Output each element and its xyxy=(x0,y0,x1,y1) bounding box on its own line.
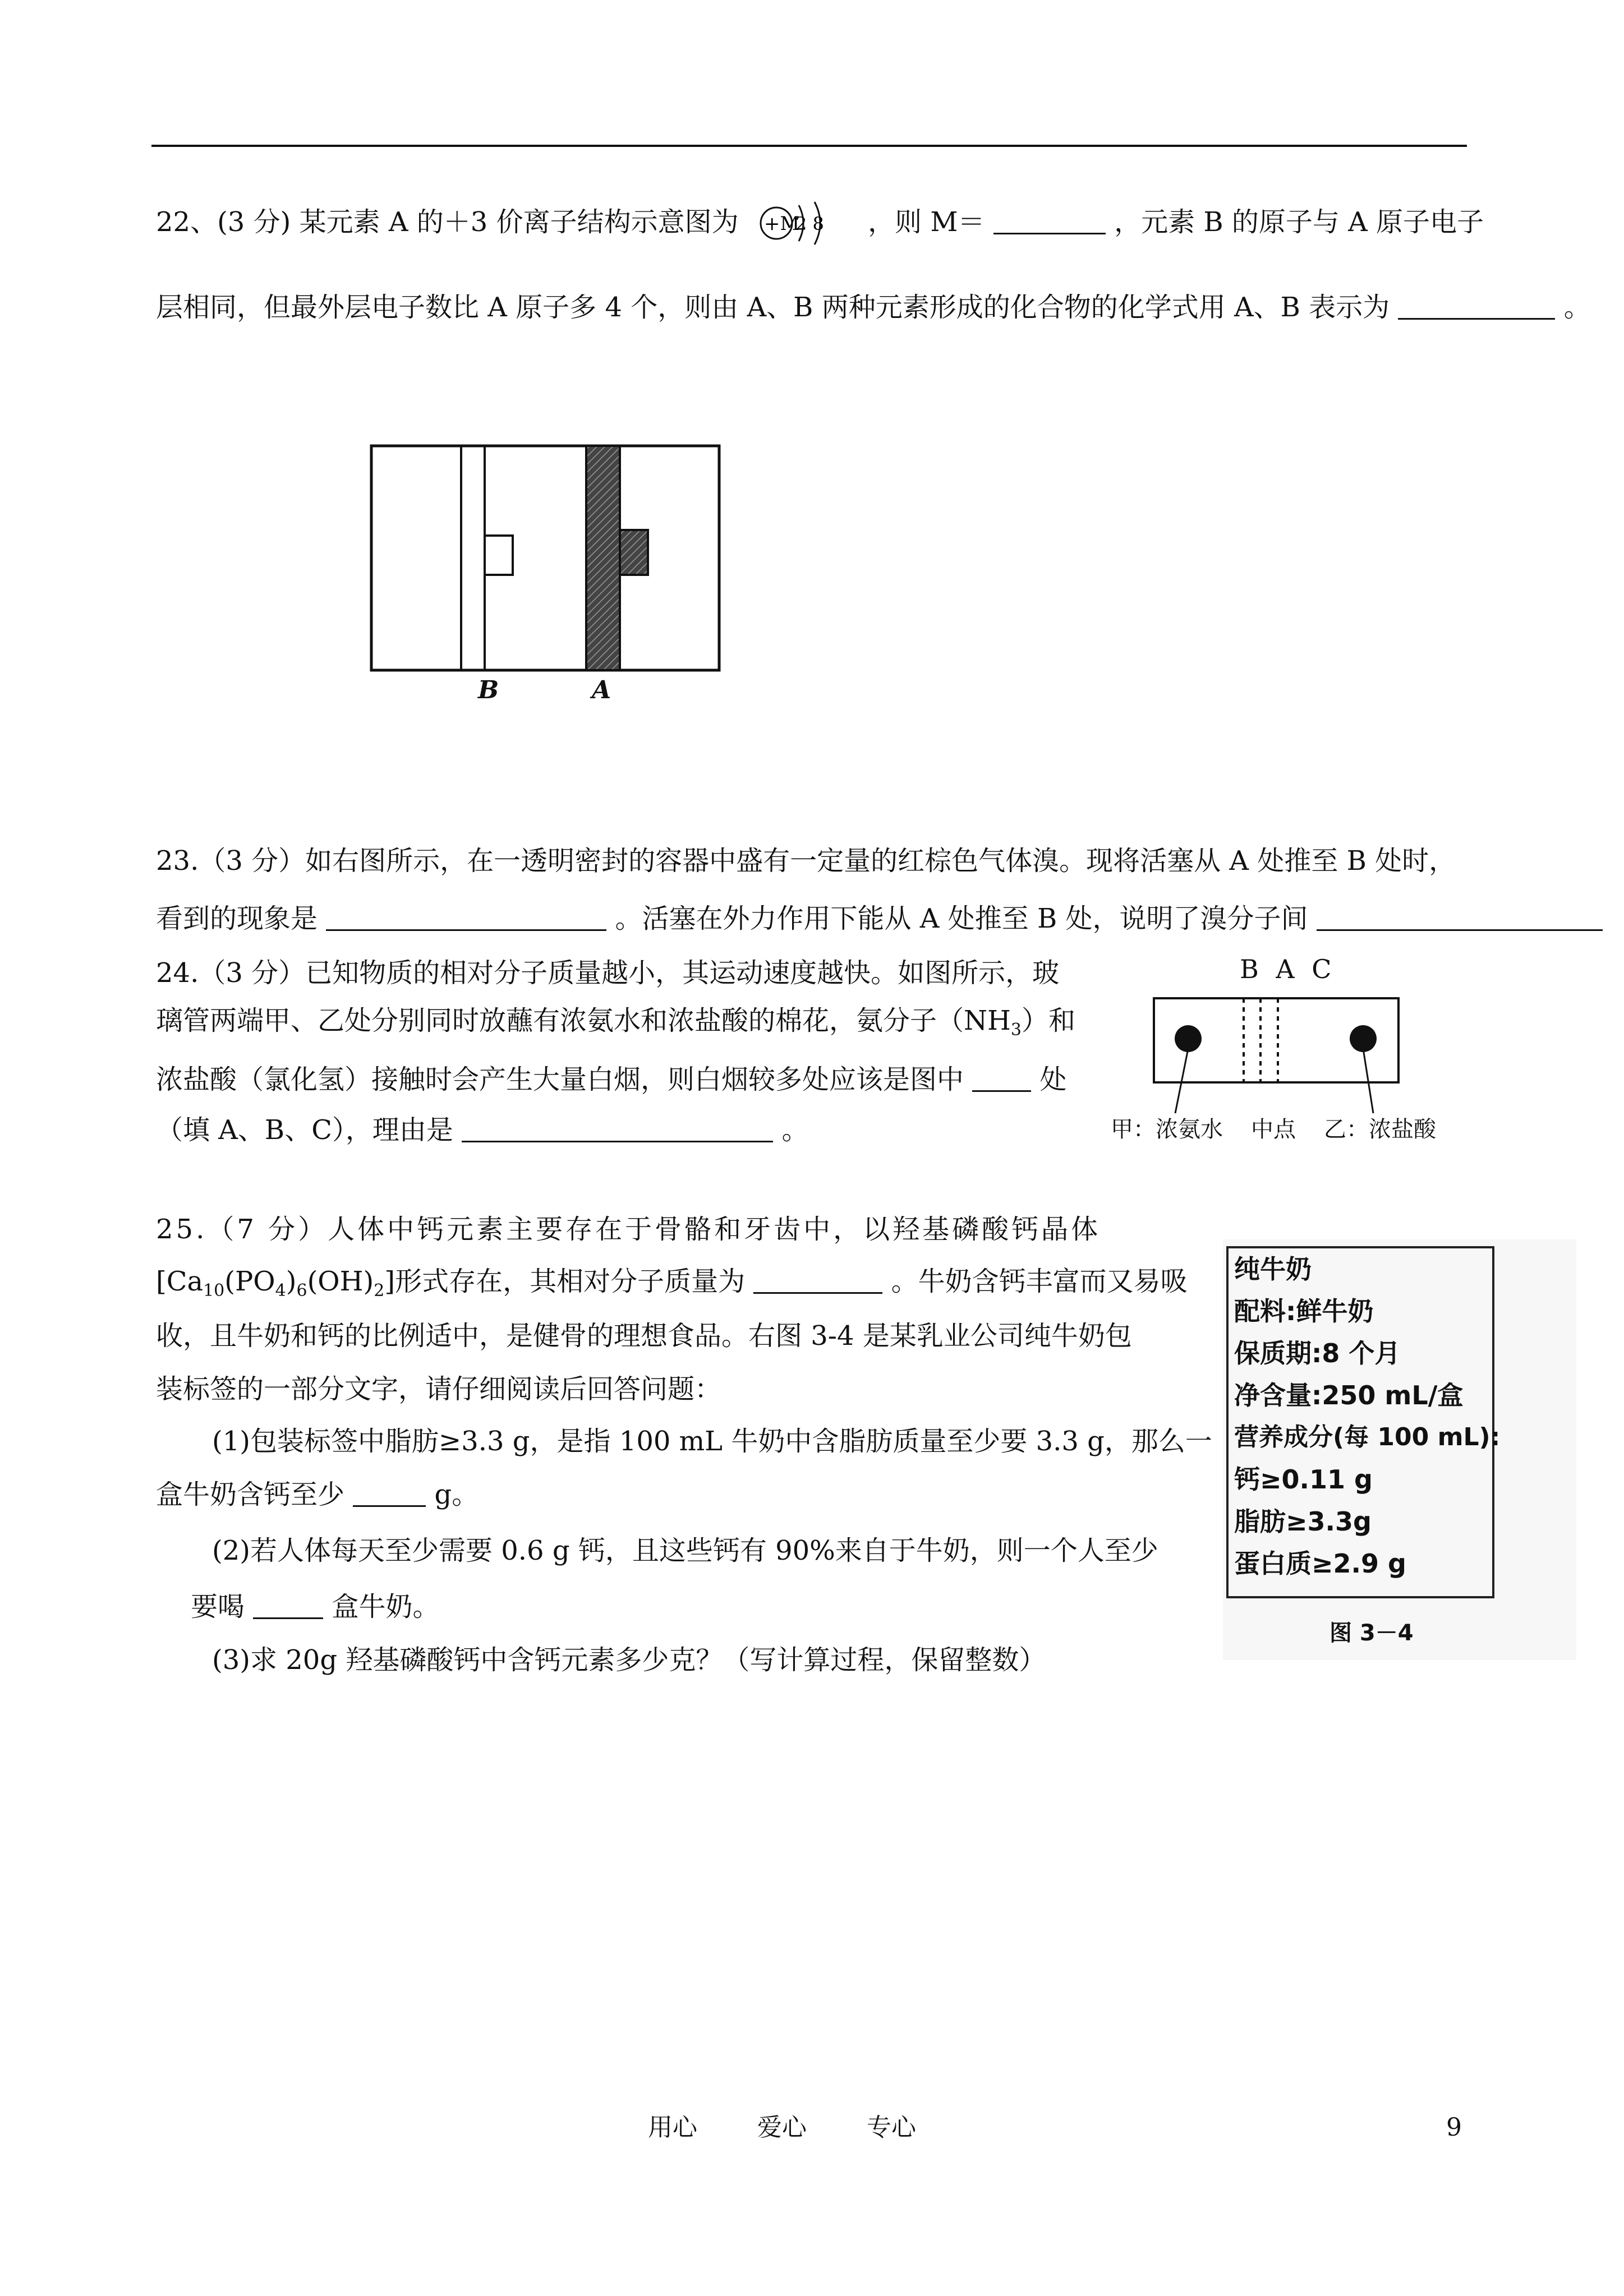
q25-line2-a: 形式存在，其相对分子质量为 xyxy=(395,1266,746,1297)
q23-line2-b: 。活塞在外力作用下能从 A 处推至 B 处，说明了溴分子间 xyxy=(615,903,1308,934)
footer-item-2: 爱心 xyxy=(757,2113,807,2142)
q25-blank-molar-mass[interactable] xyxy=(753,1267,882,1294)
q24-line3-a: 浓盐酸（氯化氢）接触时会产生大量白烟，则白烟较多处应该是图中 xyxy=(156,1064,964,1095)
q22-line1 xyxy=(156,205,1484,241)
q24-line2-a: 璃管两端甲、乙处分别同时放蘸有浓氨水和浓盐酸的棉花，氨分子（NH xyxy=(156,1005,1011,1036)
milk-label-line: 净含量:250 mL/盒 xyxy=(1234,1380,1464,1410)
q25-line1 xyxy=(156,1212,1101,1246)
milk-label-line: 配料:鲜牛奶 xyxy=(1234,1296,1374,1326)
q25-sub3-text: (3)求 20g 羟基磷酸钙中含钙元素多少克？（写计算过程，保留整数） xyxy=(212,1644,1046,1676)
q22-blank-m[interactable] xyxy=(993,208,1106,234)
q25-blank-boxes[interactable] xyxy=(253,1593,323,1619)
q25-line3-text: 收，且牛奶和钙的比例适中，是健骨的理想食品。右图 3-4 是某乳业公司纯牛奶包 xyxy=(156,1320,1132,1352)
q24-line2-sub: 3 xyxy=(1010,1020,1022,1040)
header-rule xyxy=(151,145,1467,147)
tube-mid-label: 中点 xyxy=(1251,1117,1296,1142)
q25-sub2-line1 xyxy=(212,1534,1158,1567)
tube-left-label: 甲：浓氨水 xyxy=(1111,1117,1223,1142)
q22-line2-text: 层相同，但最外层电子数比 A 原子多 4 个，则由 A、B 两种元素形成的化合物的化学式用 A、B 表示为 xyxy=(156,292,1390,323)
q24-line4-a: （填 A、B、C），理由是 xyxy=(156,1114,453,1146)
q25-sub1-line2-b: g。 xyxy=(434,1479,479,1510)
q24-blank-reason[interactable] xyxy=(462,1116,773,1142)
q25-sub2-line1-text: (2)若人体每天至少需要 0.6 g 钙，且这些钙有 90%来自于牛奶，则一个人至少 xyxy=(212,1535,1158,1566)
q25-sub2-line2-a: 要喝 xyxy=(191,1591,245,1622)
container-figure xyxy=(365,440,735,715)
q24-line4 xyxy=(156,1113,808,1147)
milk-label-line: 脂肪≥3.3g xyxy=(1234,1506,1372,1537)
q23-blank-phenomenon[interactable] xyxy=(326,905,606,931)
q25-line4-text: 装标签的一部分文字，请仔细阅读后回答问题： xyxy=(156,1373,722,1405)
q24-line1 xyxy=(156,956,1059,990)
page-number: 9 xyxy=(1446,2113,1462,2142)
q24-line2-b: ）和 xyxy=(1021,1005,1075,1036)
q23-line2 xyxy=(156,902,1603,935)
tube-figure xyxy=(1099,953,1492,1155)
q25-sub2-line2-b: 盒牛奶。 xyxy=(332,1591,440,1622)
ion-shells-label: 2 8 xyxy=(795,213,824,234)
q25-sub1-line2 xyxy=(156,1478,479,1511)
q24-line3 xyxy=(156,1063,1067,1096)
footer-item-3: 专心 xyxy=(867,2113,916,2142)
milk-label-caption: 图 3－4 xyxy=(1329,1620,1414,1646)
q22-blank-formula[interactable] xyxy=(1398,293,1555,320)
container-label-b: B xyxy=(478,676,499,704)
q25-line4 xyxy=(156,1372,721,1406)
q22-text-part1: 22、(3 分) 某元素 A 的＋3 价离子结构示意图为 xyxy=(156,206,739,238)
q22-text-part2: ，则 M＝ xyxy=(868,206,985,238)
q23-line2-a: 看到的现象是 xyxy=(156,903,318,934)
ion-nucleus-label: +M xyxy=(763,212,800,235)
q22-line2-end: 。 xyxy=(1563,292,1591,323)
q23-line1 xyxy=(156,844,1456,878)
milk-label-line: 保质期:8 个月 xyxy=(1234,1338,1401,1368)
q24-line4-b: 。 xyxy=(781,1114,809,1146)
q25-line1-text: 25.（7 分）人体中钙元素主要存在于骨骼和牙齿中，以羟基磷酸钙晶体 xyxy=(156,1214,1101,1245)
q23-blank-reason[interactable] xyxy=(1317,905,1603,931)
q22-text-part3: ，元素 B 的原子与 A 原子电子 xyxy=(1114,206,1484,238)
q25-sub2-line2 xyxy=(191,1590,440,1624)
milk-label-line: 蛋白质≥2.9 g xyxy=(1234,1548,1406,1579)
milk-label-line: 钙≥0.11 g xyxy=(1234,1464,1373,1495)
q25-sub1-line1-text: (1)包装标签中脂肪≥3.3 g，是指 100 mL 牛奶中含脂肪质量至少要 3.3 g，那么一 xyxy=(212,1426,1212,1457)
container-label-a: A xyxy=(592,676,611,704)
q24-blank-position[interactable] xyxy=(972,1066,1031,1092)
q25-sub1-line2-a: 盒牛奶含钙至少 xyxy=(156,1479,345,1510)
ion-structure-diagram xyxy=(747,208,859,241)
footer-item-1: 用心 xyxy=(648,2113,697,2142)
q22-line2 xyxy=(156,291,1591,324)
q23-line1-text: 23.（3 分）如右图所示，在一透明密封的容器中盛有一定量的红棕色气体溴。现将活塞从 A 处推至 B 处时， xyxy=(156,845,1456,877)
q25-blank-calcium[interactable] xyxy=(353,1481,426,1507)
milk-label-line: 营养成分(每 100 mL): xyxy=(1234,1423,1501,1451)
q25-line2-b: 。牛奶含钙丰富而又易吸 xyxy=(891,1266,1188,1297)
milk-label-line: 纯牛奶 xyxy=(1234,1254,1312,1284)
q25-formula: $[Ca_{10}(PO_4)_6(OH)_2]$ xyxy=(156,1266,395,1301)
tube-top-labels: B A C xyxy=(1240,954,1336,984)
q24-line2 xyxy=(156,1004,1075,1047)
q25-sub1-line1 xyxy=(212,1424,1212,1458)
q24-line1-text: 24.（3 分）已知物质的相对分子质量越小，其运动速度越快。如图所示，玻 xyxy=(156,957,1060,989)
q25-sub3 xyxy=(212,1643,1046,1677)
q24-line3-b: 处 xyxy=(1039,1064,1067,1095)
q25-line3 xyxy=(156,1319,1132,1353)
tube-right-label: 乙：浓盐酸 xyxy=(1324,1117,1436,1142)
q25-line2 xyxy=(156,1265,1188,1308)
